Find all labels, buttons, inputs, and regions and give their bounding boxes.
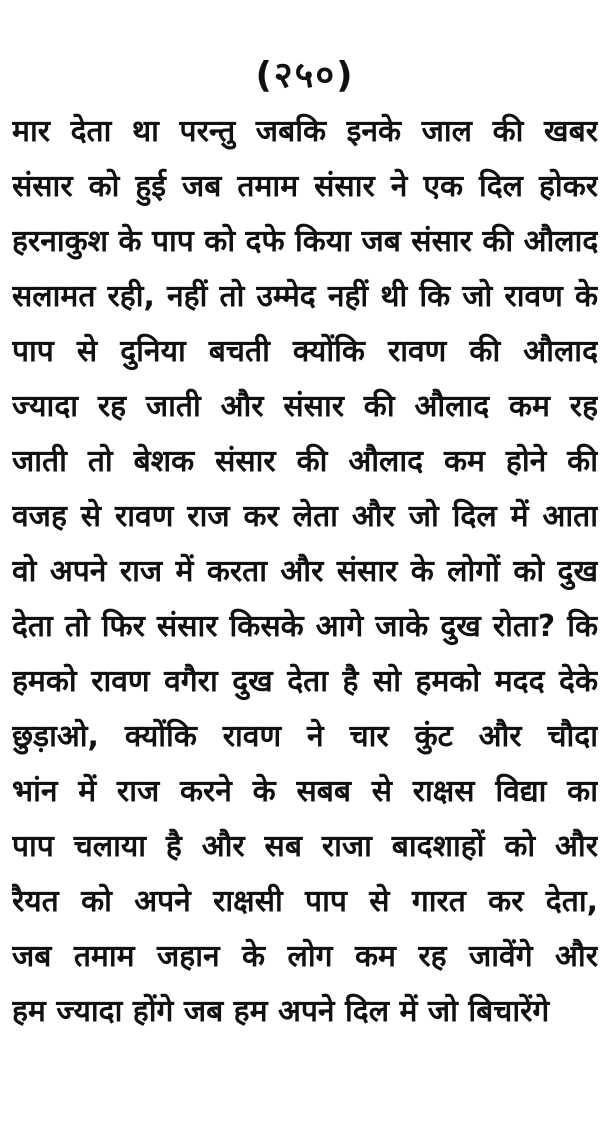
text-line: संसार को हुई जब तमाम संसार ने एक दिल होकर	[12, 169, 598, 204]
text-line: हमको रावण वगैरा दुख देता है सो हमको मदद देके	[12, 664, 598, 699]
text-line: सलामत रही, नहीं तो उम्मेद नहीं थी कि जो रावण के	[12, 279, 598, 314]
text-line: वजह से रावण राज कर लेता और जो दिल में आता	[12, 499, 598, 534]
text-line: हम ज्यादा होंगे जब हम अपने दिल में जो बिचारेंगे	[12, 994, 550, 1029]
text-line: छुड़ाओ, क्योंकि रावण ने चार कुंट और चौदा	[12, 719, 598, 754]
text-line: मार देता था परन्तु जबकि इनके जाल की खबर	[12, 114, 598, 149]
text-line: पाप चलाया है और सब राजा बादशाहों को और	[12, 829, 598, 864]
text-line: जब तमाम जहान के लोग कम रह जावेंगे और	[12, 939, 598, 974]
text-line: भांन में राज करने के सबब से राक्षस विद्या का	[12, 774, 598, 809]
text-line: ज्यादा रह जाती और संसार की औलाद कम रह	[12, 389, 598, 424]
text-line: देता तो फिर संसार किसके आगे जाके दुख रोता? कि	[12, 609, 598, 644]
text-line: जाती तो बेशक संसार की औलाद कम होने की	[12, 444, 598, 479]
page-number: (२५०)	[255, 55, 355, 96]
text-line: हरनाकुश के पाप को दफे किया जब संसार की औलाद	[12, 224, 598, 259]
text-line: वो अपने राज में करता और संसार के लोगों को दुख	[12, 554, 598, 589]
text-line: पाप से दुनिया बचती क्योंकि रावण की औलाद	[12, 334, 598, 369]
body-text	[12, 104, 598, 1039]
text-line: रैयत को अपने राक्षसी पाप से गारत कर देता,	[12, 884, 598, 919]
